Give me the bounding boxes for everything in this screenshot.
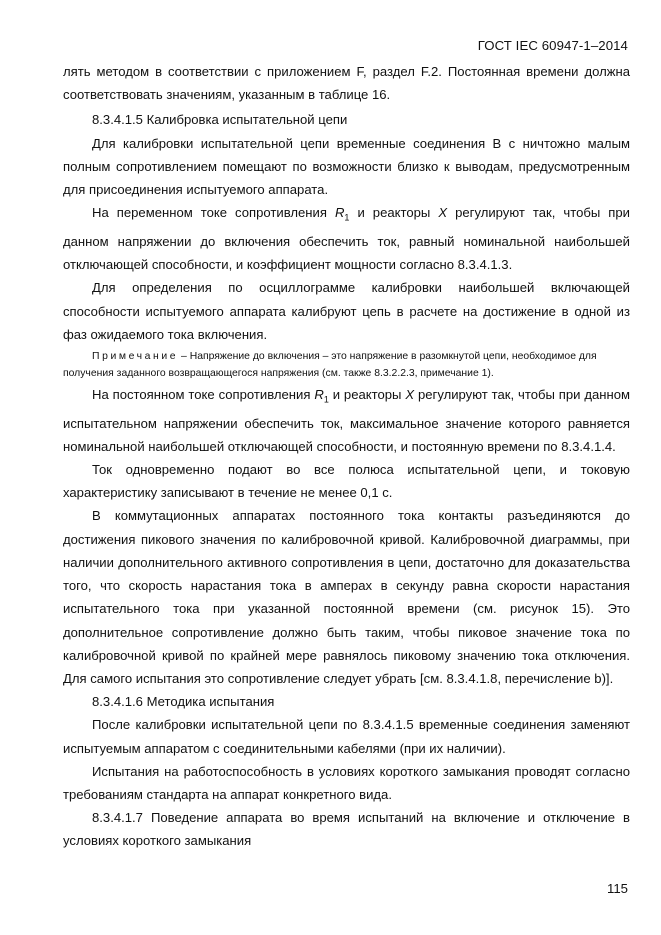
resistance-symbol: R	[314, 386, 324, 402]
text-segment: и реакторы	[349, 205, 439, 221]
paragraph-dc-switching: В коммутационных аппаратах постоянного тока контакты разъединяются до достижения пикового значения по калибровочной кривой. Калибровочной диаграммы, при наличии дополнительного активного сопротивления в цепи, достаточно для доказательства того, что скорость нарастания тока в амперах в секунду равна скорости нарастания испытательного тока при указанной постоянной времени (см. рисунок 15). Это дополнительное сопротивление должно быть таким, чтобы пиковое значение тока по калибровочной кривой по крайней мере равнялось пиковому значению тока отключения. Для самого испытания это сопротивление следует убрать [см. 8.3.4.1.8, перечисление b)].	[63, 508, 630, 686]
paragraph-continuation: лять методом в соответствии с приложением F, раздел F.2. Постоянная времени должна соответствовать значениям, указанным в таблице 16.	[63, 64, 630, 103]
paragraph-making-capacity: Для определения по осциллограмме калибровки наибольшей включающей способности испытуемого аппарата калибруют цепь в расчете на достижение в одной из фаз ожидаемого тока включения.	[63, 280, 630, 342]
text-segment: На переменном токе сопротивления	[92, 205, 335, 221]
reactor-symbol: X	[438, 205, 448, 221]
paragraph-after-calibration: После калибровки испытательной цепи по 8.3.4.1.5 временные соединения заменяют испытуемым аппаратом с соединительными кабелями (при их наличии).	[63, 717, 630, 756]
section-heading-8-3-4-1-6: 8.3.4.1.6 Методика испытания	[92, 694, 275, 710]
paragraph-current-recording: Ток одновременно подают во все полюса испытательной цепи, и токовую характеристику записывают в течение не менее 0,1 с.	[63, 462, 630, 501]
text-segment: На постоянном токе сопротивления	[92, 386, 315, 402]
standard-header: ГОСТ IEC 60947-1–2014	[477, 38, 628, 53]
section-heading-8-3-4-1-5: 8.3.4.1.5 Калибровка испытательной цепи	[92, 112, 348, 128]
paragraph-dc-calibration	[63, 383, 630, 458]
text-segment: регулируют так, чтобы при данном напряжении до включения обеспечить ток, равный номинальной наибольшей отключающей способности, и коэффициент мощности согласно 8.3.4.1.3.	[63, 205, 630, 273]
text-segment: и реакторы	[328, 386, 406, 402]
paragraph-ac-calibration	[63, 201, 630, 276]
paragraph-calibration-connections: Для калибровки испытательной цепи временные соединения В с ничтожно малым полным сопротивлением помещают по возможности близко к выводам, предусмотренным для присоединения испытуемого аппарата.	[63, 135, 630, 198]
reactor-symbol: X	[405, 386, 415, 402]
document-body	[63, 60, 630, 853]
note-label: Примечание	[92, 351, 179, 363]
paragraph-short-circuit-tests: Испытания на работоспособность в условиях короткого замыкания проводят согласно требованиям стандарта на аппарат конкретного вида.	[63, 763, 630, 802]
resistance-subscript: 1	[344, 212, 350, 223]
page-number: 115	[606, 881, 628, 896]
resistance-subscript: 1	[323, 394, 329, 405]
section-heading-8-3-4-1-7: 8.3.4.1.7 Поведение аппарата во время испытаний на включение и отключение в условиях короткого замыкания	[63, 810, 630, 849]
resistance-symbol: R	[334, 205, 345, 221]
note	[63, 348, 630, 383]
note-text: – Напряжение до включения – это напряжение в разомкнутой цепи, необходимое для получения заданного возвращающегося напряжения (см. также 8.3.2.2.3, примечание 1).	[63, 351, 597, 380]
text-segment: регулируют так, чтобы при данном испытательном напряжении обеспечить ток, максимальное значение которого равняется номинальной наибольшей отключающей способности, и постоянную времени по 8.3.4.1.4.	[63, 386, 631, 454]
